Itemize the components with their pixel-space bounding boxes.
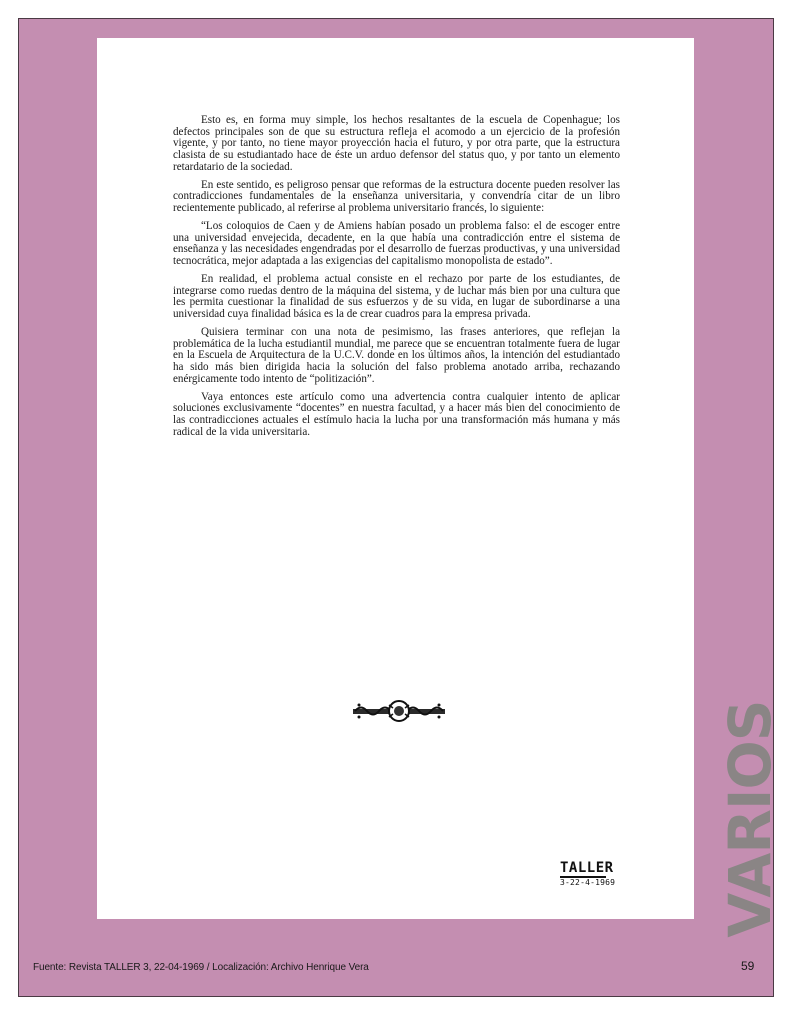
paragraph: Vaya entonces este artículo como una advertencia contra cualquier intento de aplicar soluciones exclusivamente “docentes” en nuestra facultad, y a hacer más bien del conocimiento de las contradicciones actuales el estímulo hacia la lucha por una transformación más humana y más radical de la vida universitaria.	[173, 390, 620, 438]
quote-paragraph: “Los coloquios de Caen y de Amiens habían posado un problema falso: el de escoger entre una universidad envejecida, decadente, en la que había una contradicción entre el sistema de enseñanza y las necesidades engendradas por el desarrollo de fuerzas productivas, y una universidad tecnocrática, mejor adaptada a las exigencias del capitalismo monopolista de estado”.	[173, 220, 620, 268]
decorative-vignette-icon	[353, 700, 445, 722]
logo-name: TALLER	[560, 860, 614, 876]
paragraph: Quisiera terminar con una nota de pesimismo, las frases anteriores, que reflejan la problemática de la lucha estudiantil mundial, me parece que se encuentran totalmente fuera de lugar en la Escuela de Arquitectura de la U.C.V. donde en los últimos años, la intención del estudiantado ha sido más bien dirigida hacia la solución del falso problema anotado arriba, rechazando enérgicamente todo intento de “politización”.	[173, 326, 620, 385]
paragraph: Esto es, en forma muy simple, los hechos resaltantes de la escuela de Copenhague; los defectos principales son de que su estructura refleja el acomodo a un ejercicio de la profesión vigente, y por tanto, no tiene mayor proyección hacia el futuro, y por otra parte, que la estructura clasista de su estudiantado hace de éste un arduo defensor del status quo, y por tanto un elemento retardatario de la sociedad.	[173, 114, 620, 173]
source-citation: Fuente: Revista TALLER 3, 22-04-1969 / Localización: Archivo Henrique Vera	[33, 962, 369, 973]
paragraph: En este sentido, es peligroso pensar que reformas de la estructura docente pueden resolver las contradicciones fundamentales de la enseñanza universitaria, y convendría citar de un libro recientemente publicado, al referirse al problema universitario francés, lo siguiente:	[173, 178, 620, 215]
section-label: VARIOS	[716, 700, 784, 938]
page-number: 59	[741, 959, 755, 973]
article-body	[173, 115, 620, 445]
logo-date: 3-22-4-1969	[560, 878, 616, 887]
taller-logo	[560, 860, 622, 894]
scanned-page	[97, 38, 694, 919]
paragraph: En realidad, el problema actual consiste en el rechazo por parte de los estudiantes, de integrarse como ruedas dentro de la máquina del sistema, y de luchar más bien por una cultura que les permita cuestionar la finalidad de sus esfuerzos y de su vida, en lugar de subordinarse a una universidad cuya finalidad básica es la de crear cuadros para la empresa privada.	[173, 273, 620, 321]
